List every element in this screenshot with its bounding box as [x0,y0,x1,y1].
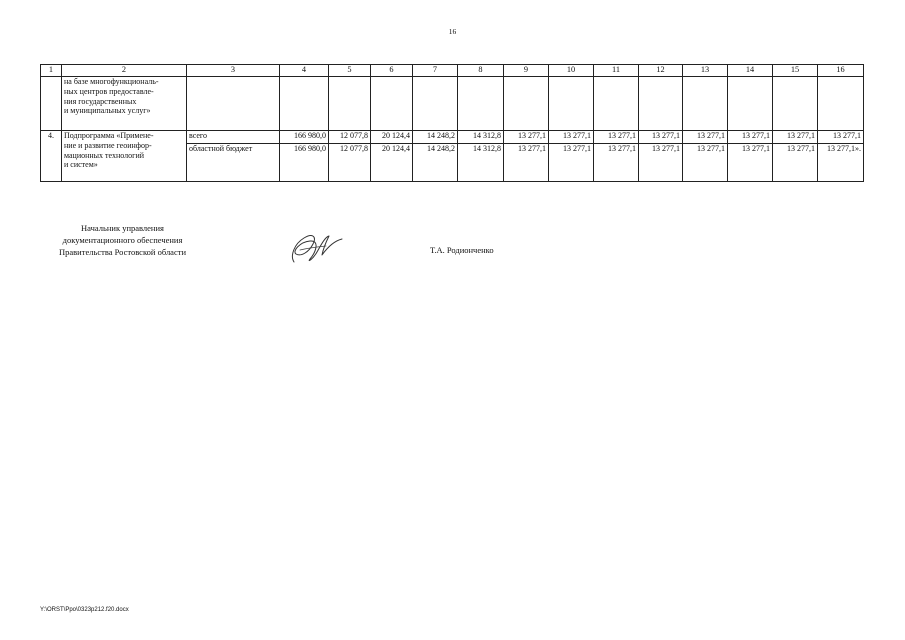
column-header: 8 [458,65,504,77]
value-cell: 20 124,4 [371,144,413,182]
value-cell: 13 277,1 [639,144,683,182]
budget-table [40,64,864,182]
continuation-text: на базе многофункциональ- ных центров предоставле- ния государственных и муниципальных услуг» [62,77,187,131]
value-cell: 12 077,8 [329,144,371,182]
column-header: 11 [594,65,639,77]
value-cell: 13 277,1». [818,144,864,182]
value-cell: 13 277,1 [594,131,639,144]
funding-source: областной бюджет [187,144,280,182]
subprogram-name: Подпрограмма «Примене- ние и развитие геоинфор- мационных технологий и систем» [62,131,187,182]
column-header: 15 [773,65,818,77]
value-cell: 14 312,8 [458,131,504,144]
column-header: 5 [329,65,371,77]
value-cell: 13 277,1 [549,131,594,144]
value-cell: 166 980,0 [280,131,329,144]
column-header: 10 [549,65,594,77]
column-header: 16 [818,65,864,77]
funding-source: всего [187,131,280,144]
column-header: 7 [413,65,458,77]
value-cell: 13 277,1 [773,131,818,144]
handwritten-signature [286,228,348,268]
value-cell: 14 248,2 [413,144,458,182]
column-header: 9 [504,65,549,77]
value-cell: 13 277,1 [504,131,549,144]
column-header: 1 [41,65,62,77]
table-row-continuation [41,77,864,131]
signatory-title: Начальник управления документационного обеспечения Правительства Ростовской области [59,223,186,257]
value-cell: 13 277,1 [728,144,773,182]
file-path: Y:\ORST\Ppo\0323p212.f20.docx [40,607,129,613]
column-header: 14 [728,65,773,77]
value-cell: 13 277,1 [773,144,818,182]
table-header-row [41,65,864,77]
value-cell: 14 248,2 [413,131,458,144]
column-header: 4 [280,65,329,77]
value-cell: 13 277,1 [683,131,728,144]
signatory-name: Т.А. Родионченко [430,245,494,255]
column-header: 6 [371,65,413,77]
value-cell: 14 312,8 [458,144,504,182]
value-cell: 13 277,1 [639,131,683,144]
value-cell: 12 077,8 [329,131,371,144]
value-cell: 13 277,1 [728,131,773,144]
value-cell: 166 980,0 [280,144,329,182]
value-cell: 13 277,1 [549,144,594,182]
value-cell: 13 277,1 [818,131,864,144]
table-row [41,131,864,144]
page-number: 16 [448,27,457,36]
column-header: 12 [639,65,683,77]
value-cell: 13 277,1 [504,144,549,182]
value-cell: 13 277,1 [683,144,728,182]
value-cell: 13 277,1 [594,144,639,182]
column-header: 13 [683,65,728,77]
column-header: 3 [187,65,280,77]
column-header: 2 [62,65,187,77]
row-number: 4. [41,131,62,182]
value-cell: 20 124,4 [371,131,413,144]
